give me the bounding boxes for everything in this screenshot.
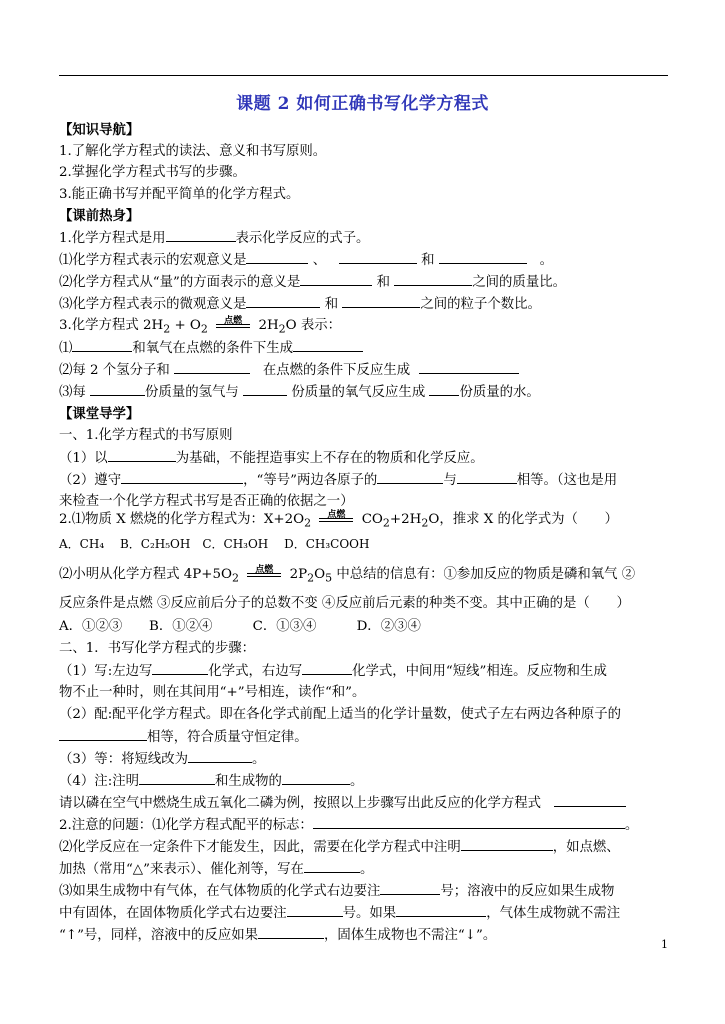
choice-options: A．①②③ B．①②④ C．①③④ D．②③④ bbox=[59, 619, 421, 634]
question-line: （3）等：将短线改为 。 bbox=[59, 752, 266, 767]
text-line: 二、1．书写化学方程式的步骤： bbox=[59, 641, 255, 656]
question-line: ⑵化学方程式从“量”的方面表示的意义是 和 之间的质量比。 bbox=[59, 275, 566, 290]
answer-blank[interactable] bbox=[302, 662, 352, 675]
answer-blank[interactable] bbox=[90, 383, 145, 396]
choice-options: A．CH₄ B．C₂H₅OH C．CH₃OH D．CH₃COOH bbox=[59, 537, 370, 551]
answer-blank[interactable] bbox=[394, 273, 472, 286]
answer-blank[interactable] bbox=[419, 361, 519, 374]
reaction-arrow: 点燃 bbox=[216, 317, 250, 331]
question-line: ⑴化学方程式表示的宏观意义是 、 和 。 bbox=[59, 253, 553, 268]
answer-blank[interactable] bbox=[429, 383, 459, 396]
question-line: ⑶每 份质量的氢气与 份质量的氧气反应生成 份质量的水。 bbox=[59, 385, 540, 400]
question-line: ⑵每 2 个氢分子和 在点燃的条件下反应生成 bbox=[59, 361, 519, 380]
question-line: 加热（常用“△”来表示）、催化剂等，写在 。 bbox=[59, 862, 374, 877]
answer-blank[interactable] bbox=[59, 728, 147, 741]
answer-blank[interactable] bbox=[339, 251, 417, 264]
answer-blank[interactable] bbox=[287, 904, 343, 917]
text-line: 反应条件是点燃 ③反应前后分子的总数不变 ④反应前后元素的种类不变。其中正确的是（ ） bbox=[59, 596, 630, 611]
answer-blank[interactable] bbox=[461, 838, 553, 851]
answer-blank[interactable] bbox=[377, 471, 443, 484]
answer-blank[interactable] bbox=[342, 295, 420, 308]
answer-blank[interactable] bbox=[258, 926, 324, 939]
list-item: 2.掌握化学方程式书写的步骤。 bbox=[59, 165, 246, 180]
section-header-classroom: 【课堂导学】 bbox=[59, 406, 140, 422]
question-line: 2.注意的问题：⑴化学方程式配平的标志： 。 bbox=[59, 818, 639, 833]
answer-blank[interactable] bbox=[457, 471, 517, 484]
question-line: 请以磷在空气中燃烧生成五氧化二磷为例，按照以上步骤写出此反应的化学方程式 bbox=[59, 794, 626, 813]
header-rule bbox=[59, 75, 668, 76]
list-item: 1.了解化学方程式的读法、意义和书写原则。 bbox=[59, 144, 327, 159]
question-line: ⑵化学反应在一定条件下才能发生，因此，需要在化学方程式中注明 ，如点燃、 bbox=[59, 840, 620, 855]
question-line: （1）写:左边写 化学式，右边写 化学式，中间用“短线”相连。反应物和生成 bbox=[59, 664, 607, 679]
answer-blank[interactable] bbox=[108, 449, 176, 462]
question-line: 1.化学方程式是用 表示化学反应的式子。 bbox=[59, 231, 370, 246]
question-line: ⑶如果生成物中有气体，在气体物质的化学式右边要注 号；溶液中的反应如果生成物 bbox=[59, 884, 615, 899]
answer-blank[interactable] bbox=[246, 295, 320, 308]
question-line: （1）以 为基础，不能捏造事实上不存在的物质和化学反应。 bbox=[59, 451, 484, 466]
answer-blank[interactable] bbox=[396, 904, 486, 917]
equation-line: 3.化学方程式 $2H_2 + O_2$ 点燃 $2H_2O$ 表示： bbox=[59, 316, 342, 336]
answer-blank[interactable] bbox=[293, 339, 363, 352]
reaction-arrow: 点燃 bbox=[319, 511, 353, 525]
reaction-arrow: 点燃 bbox=[247, 566, 281, 580]
question-line: ⑴ 和氧气在点燃的条件下生成 bbox=[59, 339, 363, 358]
answer-blank[interactable] bbox=[121, 471, 243, 484]
page-title: 课题 2 如何正确书写化学方程式 bbox=[236, 94, 489, 114]
question-line: （2）遵守 ，“等号”两边各原子的 与 相等。（这也是用 bbox=[59, 473, 618, 488]
answer-blank[interactable] bbox=[166, 229, 236, 242]
list-item: 3.能正确书写并配平简单的化学方程式。 bbox=[59, 187, 300, 202]
answer-blank[interactable] bbox=[304, 860, 360, 873]
answer-blank[interactable] bbox=[246, 251, 308, 264]
answer-blank[interactable] bbox=[152, 662, 208, 675]
answer-blank[interactable] bbox=[554, 794, 626, 807]
equation-line: 2.⑴物质 X 燃烧的化学方程式为：$X+2O_2$ 点燃 $CO_2+2H_2O$，推求 X 的化学式为（ ） bbox=[59, 510, 619, 530]
answer-blank[interactable] bbox=[139, 772, 215, 785]
answer-blank[interactable] bbox=[72, 339, 132, 352]
answer-blank[interactable] bbox=[380, 882, 440, 895]
answer-blank[interactable] bbox=[243, 383, 287, 396]
question-line: “↑”号，同样，溶液中的反应如果 ，固体生成物也不需注“↓”。 bbox=[59, 928, 497, 943]
question-line: 中有固体，在固体物质化学式右边要注 号。如果 ，气体生成物就不需注 bbox=[59, 906, 621, 921]
question-line: ⑶化学方程式表示的微观意义是 和 之间的粒子个数比。 bbox=[59, 297, 541, 312]
answer-blank[interactable] bbox=[300, 273, 372, 286]
page-number: 1 bbox=[661, 938, 668, 951]
question-line: （4）注:注明 和生成物的 。 bbox=[59, 774, 364, 789]
text-line: 物不止一种时，则在其间用“+”号相连，读作“和”。 bbox=[59, 685, 366, 700]
section-header-knowledge: 【知识导航】 bbox=[59, 122, 140, 138]
text-line: （2）配:配平化学方程式。即在各化学式前配上适当的化学计量数，使式子左右两边各种原子的 bbox=[59, 707, 622, 722]
answer-blank[interactable] bbox=[174, 361, 250, 374]
answer-blank[interactable] bbox=[313, 816, 625, 829]
answer-blank[interactable] bbox=[188, 750, 252, 763]
text-line: 一、1.化学方程式的书写原则 bbox=[59, 428, 233, 443]
question-line: 相等，符合质量守恒定律。 bbox=[59, 728, 308, 747]
equation-line: ⑵小明从化学方程式 $4P+5O_2$ 点燃 $2P_2O_5$ 中总结的信息有：①参加反应的物质是磷和氧气 ② bbox=[59, 565, 636, 585]
section-header-warmup: 【课前热身】 bbox=[59, 208, 140, 224]
answer-blank[interactable] bbox=[282, 772, 350, 785]
answer-blank[interactable] bbox=[439, 251, 527, 264]
text-line: 来检查一个化学方程式书写是否正确的依据之一） bbox=[59, 494, 354, 509]
